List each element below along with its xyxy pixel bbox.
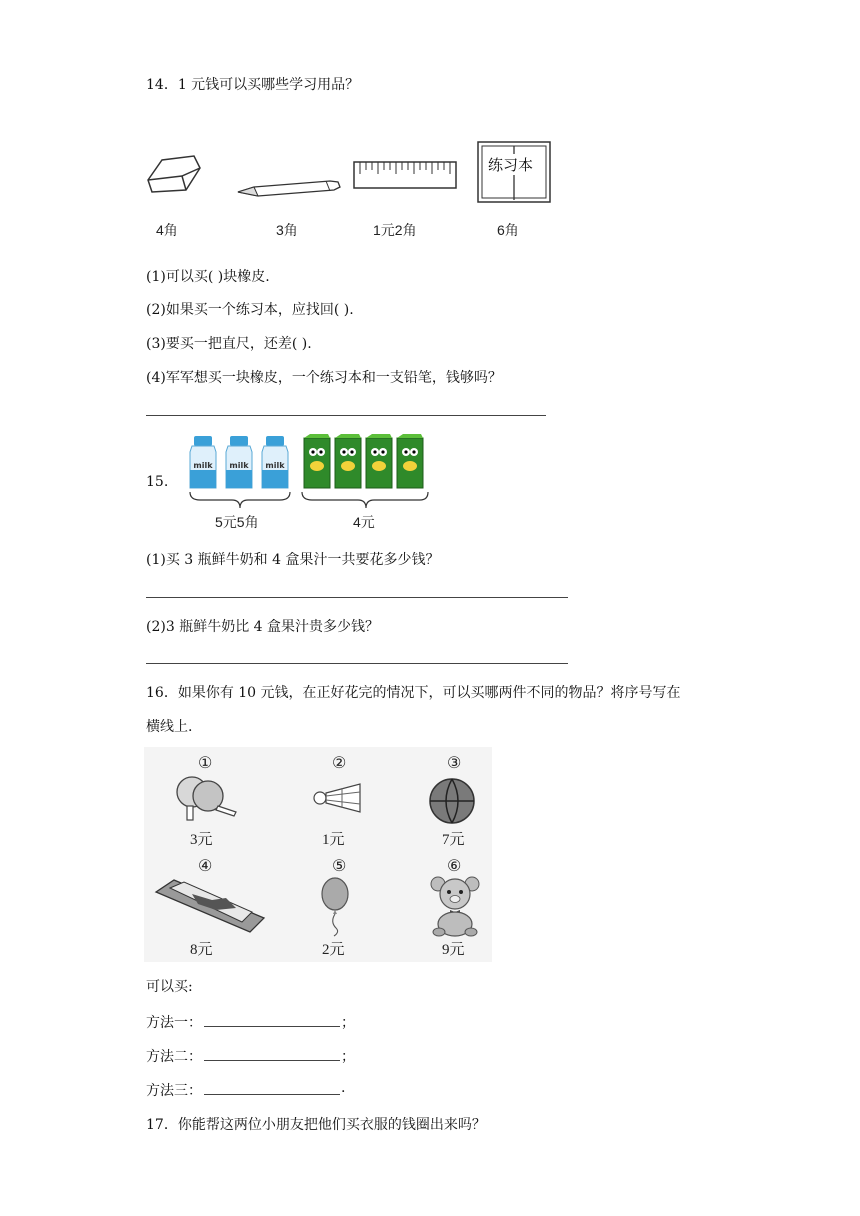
q14-sub2: (2)如果买一个练习本，应找回( ). bbox=[146, 302, 354, 318]
item-price: 8元 bbox=[190, 942, 213, 958]
item-price: 3元 bbox=[190, 832, 213, 848]
q14-title: 14．1 元钱可以买哪些学习用品？ bbox=[146, 77, 360, 93]
method2-label: 方法二： bbox=[146, 1049, 202, 1065]
method1-end: ； bbox=[341, 1015, 355, 1031]
item-price: 7元 bbox=[442, 832, 465, 848]
ruler-price: 1元2角 bbox=[373, 222, 417, 238]
balloon-icon bbox=[318, 876, 352, 938]
juice-price: 4元 bbox=[353, 514, 375, 530]
eraser-price: 4角 bbox=[156, 222, 178, 238]
milk-price: 5元5角 bbox=[215, 514, 259, 530]
teddy-bear-icon bbox=[424, 874, 488, 938]
item-price: 9元 bbox=[442, 942, 465, 958]
q14-sub3: (3)要买一把直尺，还差( ). bbox=[146, 336, 312, 352]
q15-answer-line-2[interactable] bbox=[146, 663, 568, 664]
pencil-price: 3角 bbox=[276, 222, 298, 238]
milk-label: milk bbox=[193, 461, 213, 470]
q15-answer-line-1[interactable] bbox=[146, 597, 568, 598]
can-buy-label: 可以买: bbox=[146, 979, 193, 995]
method3-label: 方法三： bbox=[146, 1083, 202, 1099]
q16-title-line1: 16．如果你有 10 元钱，在正好花完的情况下，可以买哪两件不同的物品？将序号写在 bbox=[146, 685, 681, 701]
q16-title-line2: 横线上. bbox=[146, 719, 193, 735]
pencil-case-icon bbox=[152, 878, 268, 934]
item-price: 2元 bbox=[322, 942, 345, 958]
item-number: ④ bbox=[198, 856, 213, 875]
eraser-icon bbox=[142, 150, 204, 198]
q14-answer-line[interactable] bbox=[146, 415, 546, 416]
method1-label: 方法一： bbox=[146, 1015, 202, 1031]
notebook-icon bbox=[474, 138, 554, 206]
method2-answer-line[interactable] bbox=[204, 1060, 340, 1061]
milk-bottles-icon bbox=[186, 432, 294, 492]
basketball-icon bbox=[424, 776, 480, 826]
q15-sub1: (1)买 3 瓶鲜牛奶和 4 盒果汁一共要花多少钱？ bbox=[146, 552, 440, 568]
item-number: ① bbox=[198, 753, 213, 772]
pencil-icon bbox=[234, 178, 344, 200]
brace-icons bbox=[186, 490, 432, 512]
notebook-label: 练习本 bbox=[488, 156, 534, 174]
method3-end: . bbox=[341, 1080, 346, 1096]
q15-number: 15. bbox=[146, 474, 169, 490]
juice-boxes-icon bbox=[302, 432, 428, 492]
notebook-price: 6角 bbox=[497, 222, 519, 238]
shuttlecock-icon bbox=[312, 780, 366, 816]
item-number: ② bbox=[332, 753, 347, 772]
q14-sub1: (1)可以买( )块橡皮. bbox=[146, 269, 270, 285]
method2-end: ； bbox=[341, 1049, 355, 1065]
ruler-icon bbox=[352, 158, 458, 192]
q17-title: 17．你能帮这两位小朋友把他们买衣服的钱圈出来吗？ bbox=[146, 1117, 486, 1133]
method1-answer-line[interactable] bbox=[204, 1026, 340, 1027]
method3-answer-line[interactable] bbox=[204, 1094, 340, 1095]
item-number: ⑥ bbox=[447, 856, 462, 875]
milk-label: milk bbox=[229, 461, 249, 470]
milk-label: milk bbox=[265, 461, 285, 470]
item-price: 1元 bbox=[322, 832, 345, 848]
item-number: ⑤ bbox=[332, 856, 347, 875]
q15-sub2: (2)3 瓶鲜牛奶比 4 盒果汁贵多少钱？ bbox=[146, 619, 379, 635]
item-number: ③ bbox=[447, 753, 462, 772]
ping-pong-paddles-icon bbox=[170, 774, 244, 822]
q14-sub4: (4)军军想买一块橡皮，一个练习本和一支铅笔，钱够吗？ bbox=[146, 370, 502, 386]
